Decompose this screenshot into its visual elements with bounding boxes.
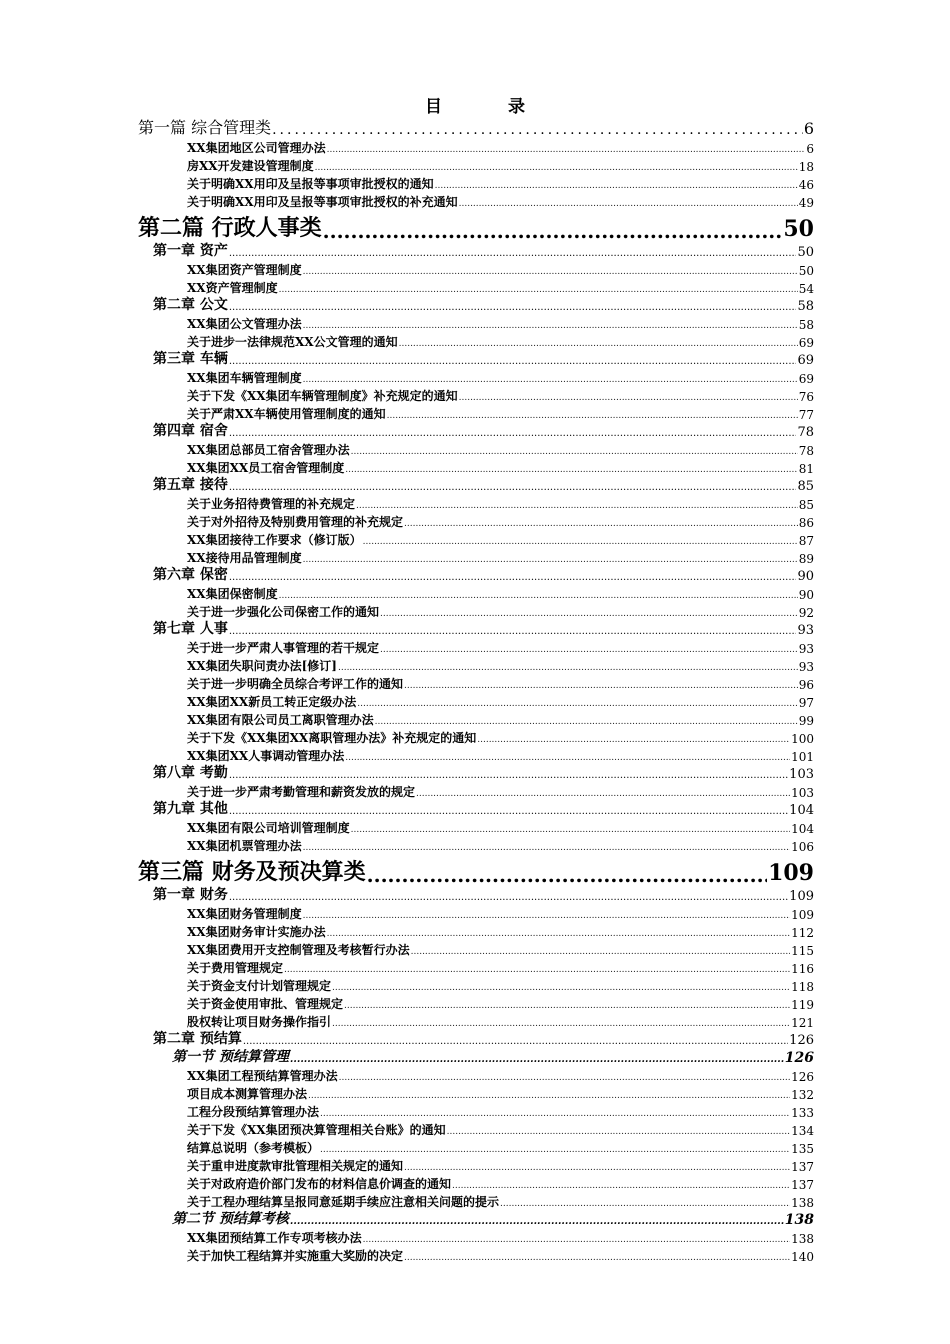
toc-entry-title: XX集团总部员工宿舍管理办法 bbox=[187, 443, 350, 457]
toc-entry-page: 58 bbox=[798, 318, 814, 332]
toc-entry-title: XX集团公文管理办法 bbox=[187, 317, 302, 331]
toc-entry-page: 93 bbox=[797, 623, 814, 638]
toc-entry-page: 137 bbox=[791, 1178, 814, 1192]
toc-entry-title: 第七章 人事 bbox=[153, 621, 228, 637]
toc-entry-page: 92 bbox=[798, 606, 814, 620]
dot-leader bbox=[411, 947, 790, 958]
toc-entry-title: 关于进一步严肃人事管理的若干规定 bbox=[187, 641, 380, 655]
toc-entry-page: 93 bbox=[798, 642, 814, 656]
dot-leader bbox=[452, 1181, 790, 1192]
dot-leader bbox=[303, 843, 790, 854]
toc-entry-title: 第二节 预结算考核 bbox=[172, 1211, 289, 1227]
toc-entry[interactable] bbox=[138, 476, 814, 494]
toc-entry[interactable] bbox=[138, 494, 814, 512]
toc-entry-title: 关于明确XX用印及呈报等事项审批授权的补充通知 bbox=[187, 195, 458, 209]
dot-leader bbox=[477, 735, 790, 746]
toc-entry-title: 第一章 财务 bbox=[153, 887, 228, 903]
toc-entry-title: 第二篇 行政人事类 bbox=[138, 215, 322, 241]
toc-entry[interactable] bbox=[138, 1210, 814, 1228]
toc-entry-title: 工程分段预结算管理办法 bbox=[187, 1105, 320, 1119]
toc-entry[interactable] bbox=[138, 314, 814, 332]
toc-entry-page: 69 bbox=[797, 353, 814, 368]
toc-entry-title: 结算总说明（参考模板） bbox=[187, 1141, 320, 1155]
toc-entry-title: 第一节 预结算管理 bbox=[172, 1049, 289, 1065]
table-of-contents bbox=[138, 116, 814, 1264]
toc-entry-title: 第一章 资产 bbox=[153, 243, 228, 259]
toc-entry-title: 关于资金使用审批、管理规定 bbox=[187, 997, 344, 1011]
dot-leader bbox=[459, 199, 798, 210]
toc-entry-page: 69 bbox=[798, 336, 814, 350]
dot-leader bbox=[404, 1253, 790, 1264]
toc-entry-page: 138 bbox=[791, 1196, 814, 1210]
toc-entry-title: 股权转让项目财务操作指引 bbox=[187, 1015, 332, 1029]
toc-entry-title: 第五章 接待 bbox=[153, 477, 228, 493]
toc-entry[interactable] bbox=[138, 260, 814, 278]
dot-leader bbox=[279, 285, 798, 296]
toc-entry-page: 81 bbox=[798, 462, 814, 476]
dot-leader bbox=[320, 1109, 790, 1120]
toc-entry[interactable] bbox=[138, 1066, 814, 1084]
dot-leader bbox=[356, 501, 798, 512]
dot-leader bbox=[459, 393, 798, 404]
dot-leader bbox=[351, 825, 790, 836]
dot-leader bbox=[332, 1019, 790, 1030]
toc-entry[interactable] bbox=[138, 1120, 814, 1138]
toc-entry[interactable] bbox=[138, 904, 814, 922]
toc-entry[interactable] bbox=[138, 242, 814, 260]
dot-leader bbox=[229, 356, 797, 368]
dot-leader bbox=[303, 911, 790, 922]
toc-entry[interactable] bbox=[138, 458, 814, 476]
dot-leader bbox=[315, 163, 798, 174]
dot-leader bbox=[229, 626, 797, 638]
dot-leader bbox=[229, 806, 788, 818]
toc-entry-page: 58 bbox=[797, 299, 814, 314]
toc-entry[interactable] bbox=[138, 854, 814, 886]
toc-entry-page: 90 bbox=[797, 569, 814, 584]
dot-leader bbox=[375, 717, 798, 728]
toc-entry-page: 76 bbox=[798, 390, 814, 404]
toc-entry-title: XX集团地区公司管理办法 bbox=[187, 141, 326, 155]
toc-entry[interactable] bbox=[138, 818, 814, 836]
dot-leader bbox=[332, 983, 790, 994]
toc-entry-title: 第一篇 综合管理类 bbox=[138, 118, 272, 137]
toc-entry-page: 118 bbox=[791, 980, 814, 994]
toc-entry-page: 115 bbox=[791, 944, 814, 958]
toc-entry[interactable] bbox=[138, 530, 814, 548]
toc-entry-page: 97 bbox=[798, 696, 814, 710]
toc-entry-title: XX集团有限公司员工离职管理办法 bbox=[187, 713, 374, 727]
toc-entry-page: 87 bbox=[798, 534, 814, 548]
toc-entry-title: 关于明确XX用印及呈报等事项审批授权的通知 bbox=[187, 177, 434, 191]
toc-entry-page: 126 bbox=[791, 1070, 814, 1084]
dot-leader bbox=[363, 537, 798, 548]
toc-entry-page: 78 bbox=[797, 425, 814, 440]
toc-entry[interactable] bbox=[138, 584, 814, 602]
toc-entry-title: XX集团财务审计实施办法 bbox=[187, 925, 326, 939]
toc-entry-page: 126 bbox=[784, 1050, 814, 1066]
toc-entry[interactable] bbox=[138, 512, 814, 530]
toc-entry-title: XX集团资产管理制度 bbox=[187, 263, 302, 277]
toc-entry-title: 第八章 考勤 bbox=[153, 765, 228, 781]
toc-entry-title: 关于进一步严肃考勤管理和薪资发放的规定 bbox=[187, 785, 416, 799]
toc-entry-page: 69 bbox=[798, 372, 814, 386]
dot-leader bbox=[357, 699, 797, 710]
toc-entry-title: 关于对政府造价部门发布的材料信息价调查的通知 bbox=[187, 1177, 452, 1191]
toc-entry-page: 96 bbox=[798, 678, 814, 692]
toc-entry-page: 46 bbox=[798, 178, 814, 192]
toc-entry-title: XX集团接待工作要求（修订版） bbox=[187, 533, 362, 547]
toc-entry[interactable] bbox=[138, 710, 814, 728]
toc-entry-title: XX资产管理制度 bbox=[187, 281, 278, 295]
toc-entry-page: 104 bbox=[791, 822, 814, 836]
toc-entry-title: 第二章 公文 bbox=[153, 297, 228, 313]
toc-entry[interactable] bbox=[138, 422, 814, 440]
toc-entry[interactable] bbox=[138, 296, 814, 314]
toc-entry-title: XX集团保密制度 bbox=[187, 587, 278, 601]
toc-entry-page: 50 bbox=[783, 216, 814, 242]
toc-entry[interactable] bbox=[138, 728, 814, 746]
dot-leader bbox=[447, 1127, 790, 1138]
toc-entry-title: 关于加快工程结算并实施重大奖励的决定 bbox=[187, 1249, 404, 1263]
toc-entry-page: 134 bbox=[791, 1124, 814, 1138]
toc-entry-page: 132 bbox=[791, 1088, 814, 1102]
toc-entry-title: 关于进步一法律规范XX公文管理的通知 bbox=[187, 335, 398, 349]
toc-entry[interactable] bbox=[138, 746, 814, 764]
toc-entry[interactable] bbox=[138, 800, 814, 818]
dot-leader bbox=[404, 681, 798, 692]
toc-entry-page: 6 bbox=[806, 142, 814, 156]
toc-entry-page: 93 bbox=[798, 660, 814, 674]
toc-entry-page: 109 bbox=[791, 908, 814, 922]
toc-entry-page: 86 bbox=[798, 516, 814, 530]
toc-entry-page: 126 bbox=[789, 1033, 814, 1048]
dot-leader bbox=[380, 609, 798, 620]
dot-leader bbox=[345, 465, 797, 476]
toc-entry-title: XX集团预结算工作专项考核办法 bbox=[187, 1231, 362, 1245]
dot-leader bbox=[339, 1073, 790, 1084]
dot-leader bbox=[229, 248, 797, 260]
toc-entry[interactable] bbox=[138, 764, 814, 782]
dot-leader bbox=[284, 965, 790, 976]
toc-entry[interactable] bbox=[138, 404, 814, 422]
toc-entry-page: 121 bbox=[791, 1016, 814, 1030]
toc-entry-title: 第二章 预结算 bbox=[153, 1031, 242, 1047]
toc-entry-title: 关于下发《XX集团XX离职管理办法》补充规定的通知 bbox=[187, 731, 477, 745]
toc-entry-page: 18 bbox=[798, 160, 814, 174]
dot-leader bbox=[272, 122, 803, 138]
toc-entry-title: XX集团有限公司培训管理制度 bbox=[187, 821, 350, 835]
toc-entry-page: 104 bbox=[789, 803, 814, 818]
dot-leader bbox=[320, 1145, 790, 1156]
toc-entry-page: 78 bbox=[798, 444, 814, 458]
toc-entry-page: 6 bbox=[803, 119, 814, 138]
toc-entry-page: 89 bbox=[798, 552, 814, 566]
toc-entry[interactable] bbox=[138, 1156, 814, 1174]
dot-leader bbox=[367, 864, 767, 886]
toc-title: 目 录 bbox=[425, 97, 555, 117]
toc-entry[interactable] bbox=[138, 958, 814, 976]
dot-leader bbox=[500, 1199, 790, 1210]
toc-entry-page: 135 bbox=[791, 1142, 814, 1156]
dot-leader bbox=[290, 1054, 784, 1066]
toc-entry[interactable] bbox=[138, 174, 814, 192]
toc-entry[interactable] bbox=[138, 782, 814, 800]
toc-entry[interactable] bbox=[138, 1138, 814, 1156]
toc-entry-page: 54 bbox=[798, 282, 814, 296]
toc-entry[interactable] bbox=[138, 602, 814, 620]
toc-entry[interactable] bbox=[138, 692, 814, 710]
dot-leader bbox=[387, 411, 798, 422]
toc-entry[interactable] bbox=[138, 656, 814, 674]
dot-leader bbox=[229, 572, 797, 584]
dot-leader bbox=[303, 375, 798, 386]
toc-entry[interactable] bbox=[138, 566, 814, 584]
toc-entry-title: XX集团机票管理办法 bbox=[187, 839, 302, 853]
toc-entry-page: 100 bbox=[791, 732, 814, 746]
toc-entry[interactable] bbox=[138, 138, 814, 156]
toc-entry-title: XX集团失职问责办法[修订] bbox=[187, 659, 337, 673]
toc-entry-page: 137 bbox=[791, 1160, 814, 1174]
toc-entry-title: 项目成本测算管理办法 bbox=[187, 1087, 308, 1101]
toc-entry-title: 第六章 保密 bbox=[153, 567, 228, 583]
toc-entry[interactable] bbox=[138, 156, 814, 174]
toc-entry-title: 关于业务招待费管理的补充规定 bbox=[187, 497, 356, 511]
toc-entry-title: 房XX开发建设管理制度 bbox=[187, 159, 314, 173]
toc-entry-page: 49 bbox=[798, 196, 814, 210]
toc-entry[interactable] bbox=[138, 192, 814, 210]
toc-entry[interactable] bbox=[138, 994, 814, 1012]
dot-leader bbox=[327, 929, 790, 940]
toc-entry-title: XX接待用品管理制度 bbox=[187, 551, 302, 565]
dot-leader bbox=[308, 1091, 790, 1102]
dot-leader bbox=[303, 555, 798, 566]
dot-leader bbox=[243, 1036, 788, 1048]
toc-entry-page: 138 bbox=[791, 1232, 814, 1246]
dot-leader bbox=[345, 753, 790, 764]
dot-leader bbox=[351, 447, 798, 458]
toc-entry[interactable] bbox=[138, 674, 814, 692]
toc-entry[interactable] bbox=[138, 368, 814, 386]
toc-entry-title: 第三章 车辆 bbox=[153, 351, 228, 367]
toc-entry-title: XX集团XX新员工转正定级办法 bbox=[187, 695, 357, 709]
toc-entry-page: 77 bbox=[798, 408, 814, 422]
toc-entry-page: 50 bbox=[797, 245, 814, 260]
toc-entry-title: 关于下发《XX集团车辆管理制度》补充规定的通知 bbox=[187, 389, 458, 403]
toc-entry-title: XX集团XX员工宿舍管理制度 bbox=[187, 461, 345, 475]
toc-entry-title: 第三篇 财务及预决算类 bbox=[138, 859, 366, 885]
dot-leader bbox=[404, 519, 798, 530]
toc-entry-page: 90 bbox=[798, 588, 814, 602]
toc-entry-page: 106 bbox=[791, 840, 814, 854]
toc-entry-title: 关于工程办理结算呈报同意延期手续应注意相关问题的提示 bbox=[187, 1195, 500, 1209]
dot-leader bbox=[229, 428, 797, 440]
dot-leader bbox=[290, 1216, 784, 1228]
toc-entry[interactable] bbox=[138, 836, 814, 854]
toc-entry[interactable] bbox=[138, 1246, 814, 1264]
toc-entry[interactable] bbox=[138, 1084, 814, 1102]
toc-entry-title: XX集团车辆管理制度 bbox=[187, 371, 302, 385]
toc-entry[interactable] bbox=[138, 350, 814, 368]
toc-entry-title: XX集团费用开支控制管理及考核暂行办法 bbox=[187, 943, 410, 957]
toc-entry[interactable] bbox=[138, 278, 814, 296]
dot-leader bbox=[303, 321, 798, 332]
dot-leader bbox=[380, 645, 798, 656]
toc-entry[interactable] bbox=[138, 1048, 814, 1066]
toc-entry-page: 101 bbox=[791, 750, 814, 764]
toc-entry-title: 关于资金支付计划管理规定 bbox=[187, 979, 332, 993]
toc-entry-page: 103 bbox=[789, 767, 814, 782]
toc-entry-title: 关于进一步明确全员综合考评工作的通知 bbox=[187, 677, 404, 691]
toc-entry-page: 112 bbox=[791, 926, 814, 940]
toc-entry-page: 109 bbox=[768, 860, 814, 886]
toc-entry[interactable] bbox=[138, 1174, 814, 1192]
dot-leader bbox=[344, 1001, 790, 1012]
dot-leader bbox=[229, 482, 797, 494]
dot-leader bbox=[279, 591, 798, 602]
toc-entry[interactable] bbox=[138, 548, 814, 566]
dot-leader bbox=[338, 663, 798, 674]
toc-entry[interactable] bbox=[138, 976, 814, 994]
toc-entry-page: 50 bbox=[798, 264, 814, 278]
toc-entry-title: 关于进一步强化公司保密工作的通知 bbox=[187, 605, 380, 619]
dot-leader bbox=[303, 267, 798, 278]
toc-entry[interactable] bbox=[138, 116, 814, 138]
toc-entry-title: XX集团工程预结算管理办法 bbox=[187, 1069, 338, 1083]
toc-entry-page: 116 bbox=[791, 962, 814, 976]
toc-entry-page: 99 bbox=[798, 714, 814, 728]
toc-entry-title: 第九章 其他 bbox=[153, 801, 228, 817]
toc-entry[interactable] bbox=[138, 620, 814, 638]
toc-entry-title: 关于费用管理规定 bbox=[187, 961, 284, 975]
toc-entry[interactable] bbox=[138, 332, 814, 350]
dot-leader bbox=[229, 302, 797, 314]
toc-entry[interactable] bbox=[138, 940, 814, 958]
toc-entry-title: 关于重申进度款审批管理相关规定的通知 bbox=[187, 1159, 404, 1173]
dot-leader bbox=[323, 220, 783, 242]
toc-entry[interactable] bbox=[138, 210, 814, 242]
toc-entry-title: 关于对外招待及特别费用管理的补充规定 bbox=[187, 515, 404, 529]
dot-leader bbox=[399, 339, 798, 350]
dot-leader bbox=[435, 181, 798, 192]
dot-leader bbox=[363, 1235, 790, 1246]
toc-entry-title: 关于下发《XX集团预决算管理相关台账》的通知 bbox=[187, 1123, 446, 1137]
toc-entry[interactable] bbox=[138, 386, 814, 404]
dot-leader bbox=[416, 789, 790, 800]
toc-entry-title: XX集团财务管理制度 bbox=[187, 907, 302, 921]
toc-entry-page: 85 bbox=[797, 479, 814, 494]
toc-entry-page: 138 bbox=[784, 1212, 814, 1228]
dot-leader bbox=[404, 1163, 790, 1174]
toc-entry[interactable] bbox=[138, 922, 814, 940]
toc-entry-title: 第四章 宿舍 bbox=[153, 423, 228, 439]
toc-entry-page: 85 bbox=[798, 498, 814, 512]
toc-entry-page: 103 bbox=[791, 786, 814, 800]
dot-leader bbox=[229, 892, 788, 904]
toc-entry[interactable] bbox=[138, 1102, 814, 1120]
toc-entry-page: 119 bbox=[791, 998, 814, 1012]
toc-entry-page: 140 bbox=[791, 1250, 814, 1264]
toc-entry[interactable] bbox=[138, 638, 814, 656]
toc-entry-page: 133 bbox=[791, 1106, 814, 1120]
toc-entry[interactable] bbox=[138, 440, 814, 458]
toc-entry[interactable] bbox=[138, 886, 814, 904]
toc-entry-page: 109 bbox=[789, 889, 814, 904]
toc-entry-title: XX集团XX人事调动管理办法 bbox=[187, 749, 345, 763]
toc-entry[interactable] bbox=[138, 1228, 814, 1246]
toc-entry-title: 关于严肃XX车辆使用管理制度的通知 bbox=[187, 407, 386, 421]
dot-leader bbox=[229, 770, 788, 782]
dot-leader bbox=[327, 145, 806, 156]
